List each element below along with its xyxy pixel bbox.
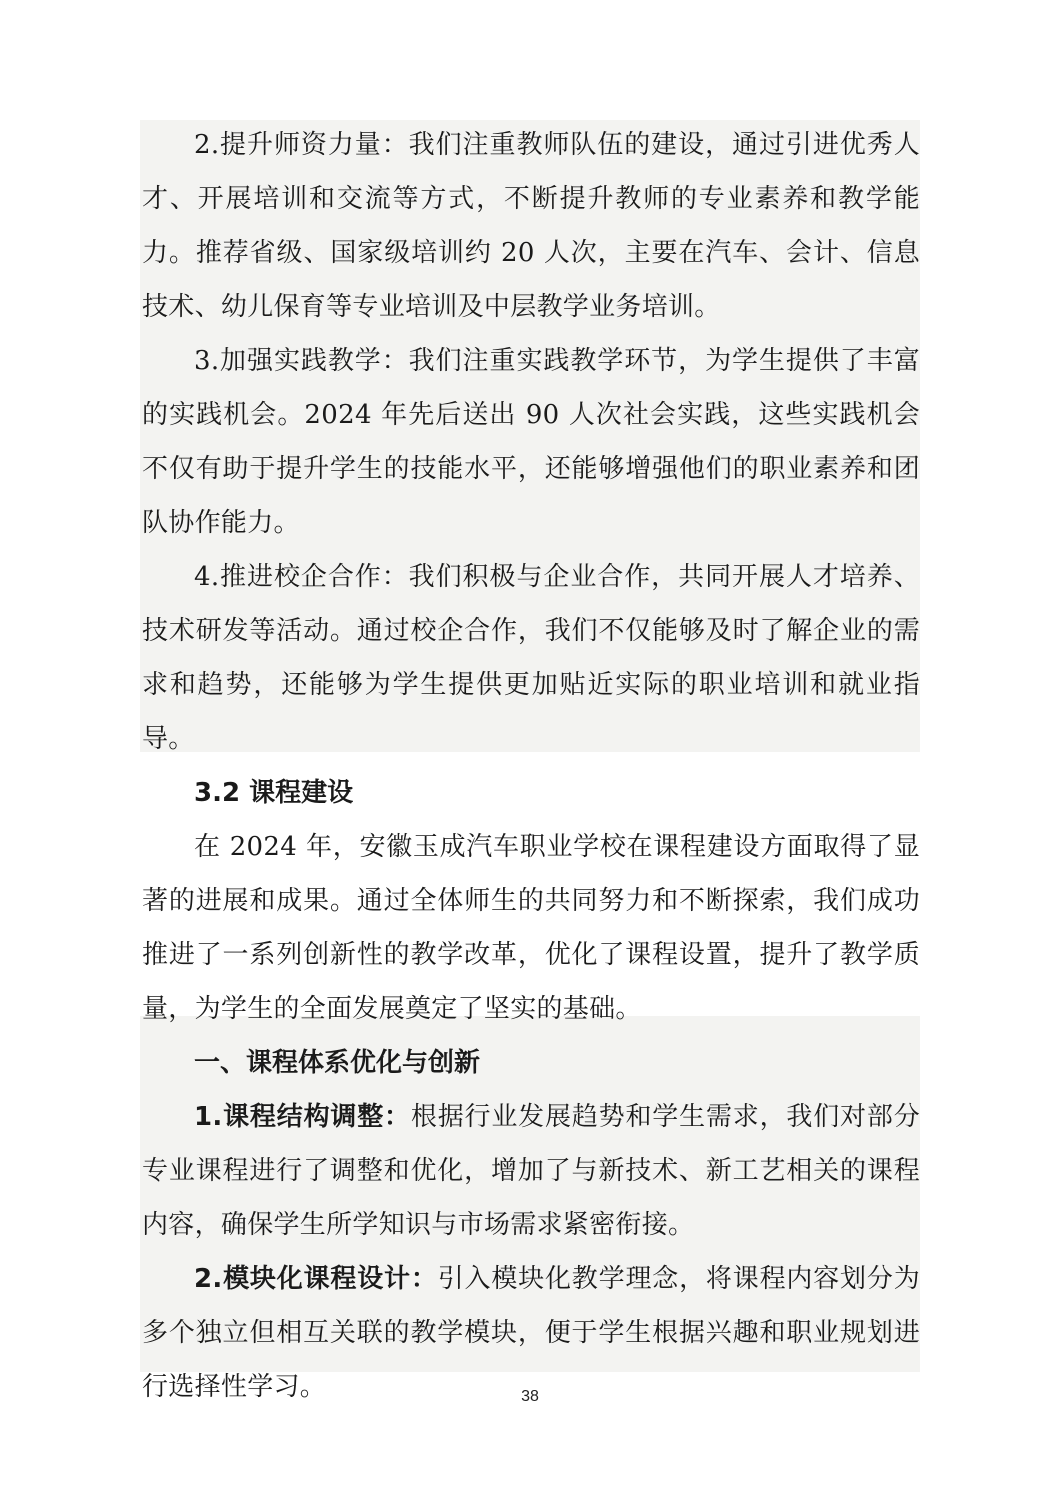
paragraph-body-structure: 根据行业发展趋势和学生需求，我们对部分专业课程进行了调整和优化，增加了与新技术、新工艺相关的课程内容，确保学生所学知识与市场需求紧密衔接。	[142, 1102, 921, 1240]
subheading-course-system: 一、课程体系优化与创新	[194, 1048, 481, 1078]
paragraph-course-intro: 在 2024 年，安徽玉成汽车职业学校在课程建设方面取得了显著的进展和成果。通过全体师生的共同努力和不断探索，我们成功推进了一系列创新性的教学改革，优化了课程设置，提升了教学质量，为学生的全面发展奠定了坚实的基础。	[142, 832, 920, 1024]
paragraph-course-structure	[142, 1090, 920, 1252]
paragraph-body-modular: 引入模块化教学理念，将课程内容划分为多个独立但相互关联的教学模块，便于学生根据兴趣和职业规划进行选择性学习。	[142, 1264, 920, 1402]
paragraph-teacher-strength: 2.提升师资力量：我们注重教师队伍的建设，通过引进优秀人才、开展培训和交流等方式，不断提升教师的专业素养和教学能力。推荐省级、国家级培训约 20 人次，主要在汽车、会计、信息技术、幼儿保育等专业培训及中层教学业务培训。	[142, 130, 920, 322]
section-heading: 3.2 课程建设	[194, 778, 354, 808]
page-number: 38	[521, 1388, 539, 1405]
paragraph-lead-structure: 1.课程结构调整：	[194, 1102, 411, 1132]
paragraph-school-enterprise: 4.推进校企合作：我们积极与企业合作，共同开展人才培养、技术研发等活动。通过校企合作，我们不仅能够及时了解企业的需求和趋势，还能够为学生提供更加贴近实际的职业培训和就业指导。	[142, 562, 920, 754]
paragraph-lead-modular: 2.模块化课程设计：	[194, 1264, 438, 1294]
paragraph-practice-teaching: 3.加强实践教学：我们注重实践教学环节，为学生提供了丰富的实践机会。2024 年先后送出 90 人次社会实践，这些实践机会不仅有助于提升学生的技能水平，还能够增强他们的职业素养和团队协作能力。	[142, 346, 920, 538]
page-body	[142, 118, 920, 1414]
